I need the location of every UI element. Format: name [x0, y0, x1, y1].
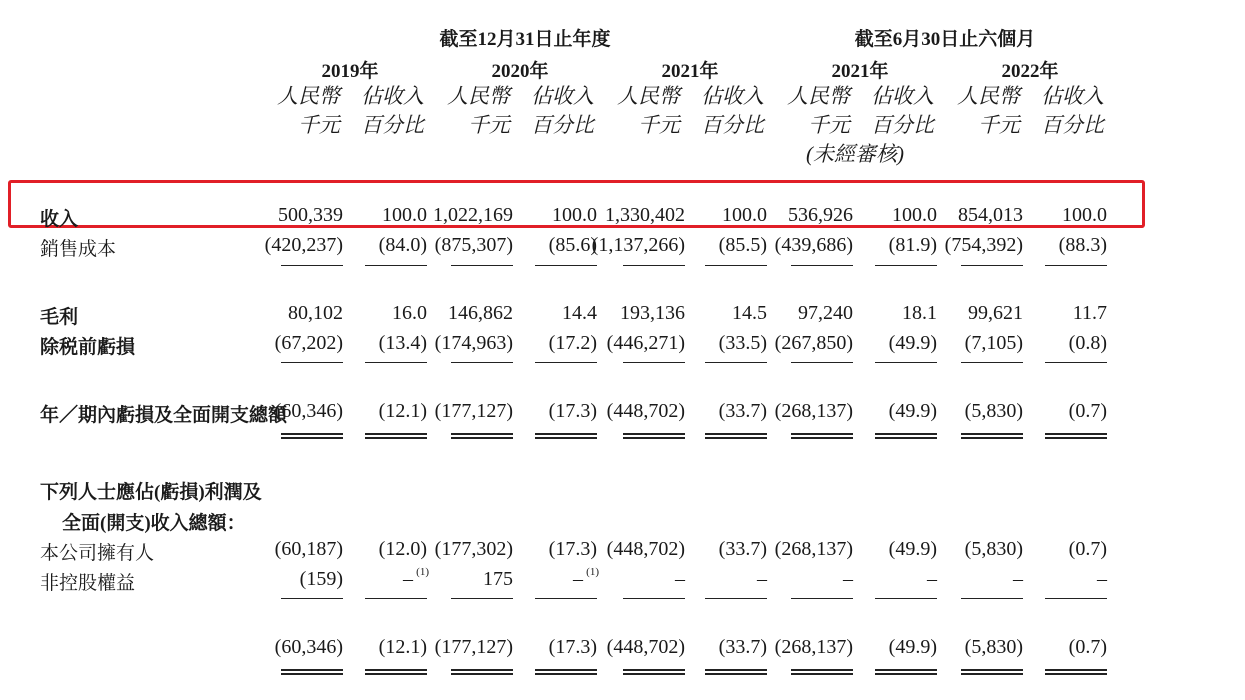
header-year-2022-half: 2022年 [1001, 61, 1059, 82]
underline-double [365, 433, 427, 439]
header-group-annual: 截至12月31日止年度 [439, 29, 611, 50]
unit-rmb-2021: 人民幣 千元 [617, 84, 680, 137]
table-cell: 97,240 [798, 302, 853, 324]
table-cell: (268,137) [774, 400, 853, 422]
table-cell: 80,102 [288, 302, 343, 324]
table-cell: (60,346) [274, 636, 343, 658]
underline-double [281, 433, 343, 439]
underline-double [875, 669, 937, 675]
table-cell: (420,237) [264, 234, 343, 256]
table-cell: (12.1) [378, 400, 427, 422]
header-year-2020: 2020年 [491, 61, 549, 82]
underline-single [1045, 265, 1107, 266]
underline-double [875, 433, 937, 439]
section-label-attributable: 下列人士應佔(虧損)利潤及 [40, 482, 262, 503]
table-cell: (17.3) [548, 400, 597, 422]
underline-double [623, 669, 685, 675]
table-cell: (17.2) [548, 332, 597, 354]
table-cell: 14.5 [732, 302, 767, 324]
table-cell: (177,302) [434, 538, 513, 560]
table-cell: (5,830) [964, 636, 1023, 658]
table-cell: 100.0 [552, 204, 597, 226]
underline-double [1045, 669, 1107, 675]
table-cell: (60,346) [274, 400, 343, 422]
row-label-gross-profit: 毛利 [40, 307, 79, 328]
underline-double [365, 669, 427, 675]
row-label-nci: 非控股權益 [40, 573, 136, 594]
table-cell: (875,307) [434, 234, 513, 256]
header-year-2019: 2019年 [321, 61, 379, 82]
row-label-cost-of-sales: 銷售成本 [40, 239, 117, 260]
row-label-revenue: 收入 [40, 209, 79, 230]
underline-double [791, 669, 853, 675]
table-cell: (33.7) [718, 538, 767, 560]
table-cell: 18.1 [902, 302, 937, 324]
table-cell: (33.7) [718, 636, 767, 658]
unit-rmb-2022-half: 人民幣 千元 [957, 84, 1020, 137]
footnote-ref: (1) [586, 566, 599, 578]
underline-single [705, 362, 767, 363]
table-cell: (268,137) [774, 636, 853, 658]
underline-single [705, 265, 767, 266]
table-cell: – [757, 568, 767, 590]
table-cell: (17.3) [548, 538, 597, 560]
unit-pct-2021-half: 佔收入 百分比 [871, 84, 934, 137]
table-cell: – [927, 568, 937, 590]
underline-double [281, 669, 343, 675]
row-label-owners: 本公司擁有人 [40, 543, 155, 564]
table-cell: (0.7) [1068, 538, 1107, 560]
table-cell: 100.0 [1062, 204, 1107, 226]
underline-single [875, 362, 937, 363]
table-cell: (49.9) [888, 332, 937, 354]
underline-double [961, 433, 1023, 439]
underline-single [791, 265, 853, 266]
header-group-half: 截至6月30日止六個月 [854, 29, 1036, 50]
underline-single [535, 598, 597, 599]
table-cell: (0.7) [1068, 636, 1107, 658]
table-cell: (49.9) [888, 636, 937, 658]
unit-pct-2021: 佔收入 百分比 [701, 84, 764, 137]
table-cell: (177,127) [434, 400, 513, 422]
underline-single [451, 265, 513, 266]
table-cell: (159) [299, 568, 343, 590]
unit-pct-2020: 佔收入 百分比 [531, 84, 594, 137]
underline-single [791, 598, 853, 599]
underline-double [451, 669, 513, 675]
table-cell: (439,686) [774, 234, 853, 256]
table-cell: (13.4) [378, 332, 427, 354]
table-cell: (88.3) [1058, 234, 1107, 256]
table-cell: (448,702) [606, 636, 685, 658]
section-label-attributable-2: 全面(開支)收入總額： [62, 513, 246, 534]
underline-double [705, 433, 767, 439]
table-cell: (448,702) [606, 400, 685, 422]
table-cell: 193,136 [620, 302, 685, 324]
underline-single [451, 598, 513, 599]
table-cell: (17.3) [548, 636, 597, 658]
table-cell: (267,850) [774, 332, 853, 354]
table-cell: (0.7) [1068, 400, 1107, 422]
table-cell: 854,013 [958, 204, 1023, 226]
unit-rmb-2020: 人民幣 千元 [447, 84, 510, 137]
underline-single [623, 265, 685, 266]
unit-pct-2022-half: 佔收入 百分比 [1041, 84, 1104, 137]
underline-single [281, 265, 343, 266]
underline-single [535, 265, 597, 266]
table-cell: (49.9) [888, 400, 937, 422]
row-label-loss-before-tax: 除税前虧損 [40, 337, 136, 358]
table-cell: (67,202) [274, 332, 343, 354]
table-cell: (85.5) [718, 234, 767, 256]
underline-double [451, 433, 513, 439]
table-cell: 100.0 [382, 204, 427, 226]
underline-single [961, 362, 1023, 363]
table-cell: 146,862 [448, 302, 513, 324]
underline-single [791, 362, 853, 363]
table-cell: (49.9) [888, 538, 937, 560]
table-cell: (1,137,266) [591, 234, 685, 256]
underline-single [365, 598, 427, 599]
underline-double [961, 669, 1023, 675]
table-cell: – [1097, 568, 1107, 590]
underline-single [623, 362, 685, 363]
underline-double [623, 433, 685, 439]
table-cell: 99,621 [968, 302, 1023, 324]
table-cell: (81.9) [888, 234, 937, 256]
table-cell: (448,702) [606, 538, 685, 560]
table-cell: (177,127) [434, 636, 513, 658]
underline-double [705, 669, 767, 675]
underline-double [791, 433, 853, 439]
underline-single [365, 362, 427, 363]
underline-single [1045, 598, 1107, 599]
underline-single [281, 362, 343, 363]
table-cell: (12.0) [378, 538, 427, 560]
table-cell: (33.7) [718, 400, 767, 422]
table-cell: – (1) [403, 566, 429, 590]
underline-single [451, 362, 513, 363]
footnote-ref: (1) [416, 566, 429, 578]
unit-rmb-2019: 人民幣 千元 [277, 84, 340, 137]
table-cell: 14.4 [562, 302, 597, 324]
underline-single [535, 362, 597, 363]
table-cell: 175 [483, 568, 513, 590]
table-cell: 16.0 [392, 302, 427, 324]
underline-double [535, 433, 597, 439]
unit-pct-2019: 佔收入 百分比 [361, 84, 424, 137]
underline-single [705, 598, 767, 599]
table-cell: (85.6) [548, 234, 597, 256]
unaudited-note: (未經審核) [806, 142, 904, 166]
table-cell: 100.0 [722, 204, 767, 226]
table-cell: 11.7 [1072, 302, 1107, 324]
underline-double [1045, 433, 1107, 439]
header-year-2021-half: 2021年 [831, 61, 889, 82]
table-cell: – [675, 568, 685, 590]
underline-single [875, 265, 937, 266]
underline-single [875, 598, 937, 599]
table-cell: – (1) [573, 566, 599, 590]
underline-single [961, 598, 1023, 599]
table-cell: (5,830) [964, 400, 1023, 422]
table-cell: (12.1) [378, 636, 427, 658]
table-cell: 536,926 [788, 204, 853, 226]
underline-double [535, 669, 597, 675]
underline-single [1045, 362, 1107, 363]
table-cell: (84.0) [378, 234, 427, 256]
table-cell: (268,137) [774, 538, 853, 560]
underline-single [281, 598, 343, 599]
unit-rmb-2021-half: 人民幣 千元 [787, 84, 850, 137]
table-cell: (754,392) [944, 234, 1023, 256]
table-cell: (33.5) [718, 332, 767, 354]
table-cell: 1,022,169 [433, 204, 513, 226]
underline-single [961, 265, 1023, 266]
underline-single [623, 598, 685, 599]
table-cell: (5,830) [964, 538, 1023, 560]
table-cell: (7,105) [964, 332, 1023, 354]
table-cell: – [1013, 568, 1023, 590]
table-cell: (60,187) [274, 538, 343, 560]
table-cell: – [843, 568, 853, 590]
header-year-2021: 2021年 [661, 61, 719, 82]
row-label-total-loss: 年／期內虧損及全面開支總額 [40, 405, 288, 426]
table-cell: (446,271) [606, 332, 685, 354]
table-cell: 1,330,402 [605, 204, 685, 226]
table-cell: (0.8) [1068, 332, 1107, 354]
table-cell: (174,963) [434, 332, 513, 354]
table-cell: 100.0 [892, 204, 937, 226]
underline-single [365, 265, 427, 266]
table-cell: 500,339 [278, 204, 343, 226]
